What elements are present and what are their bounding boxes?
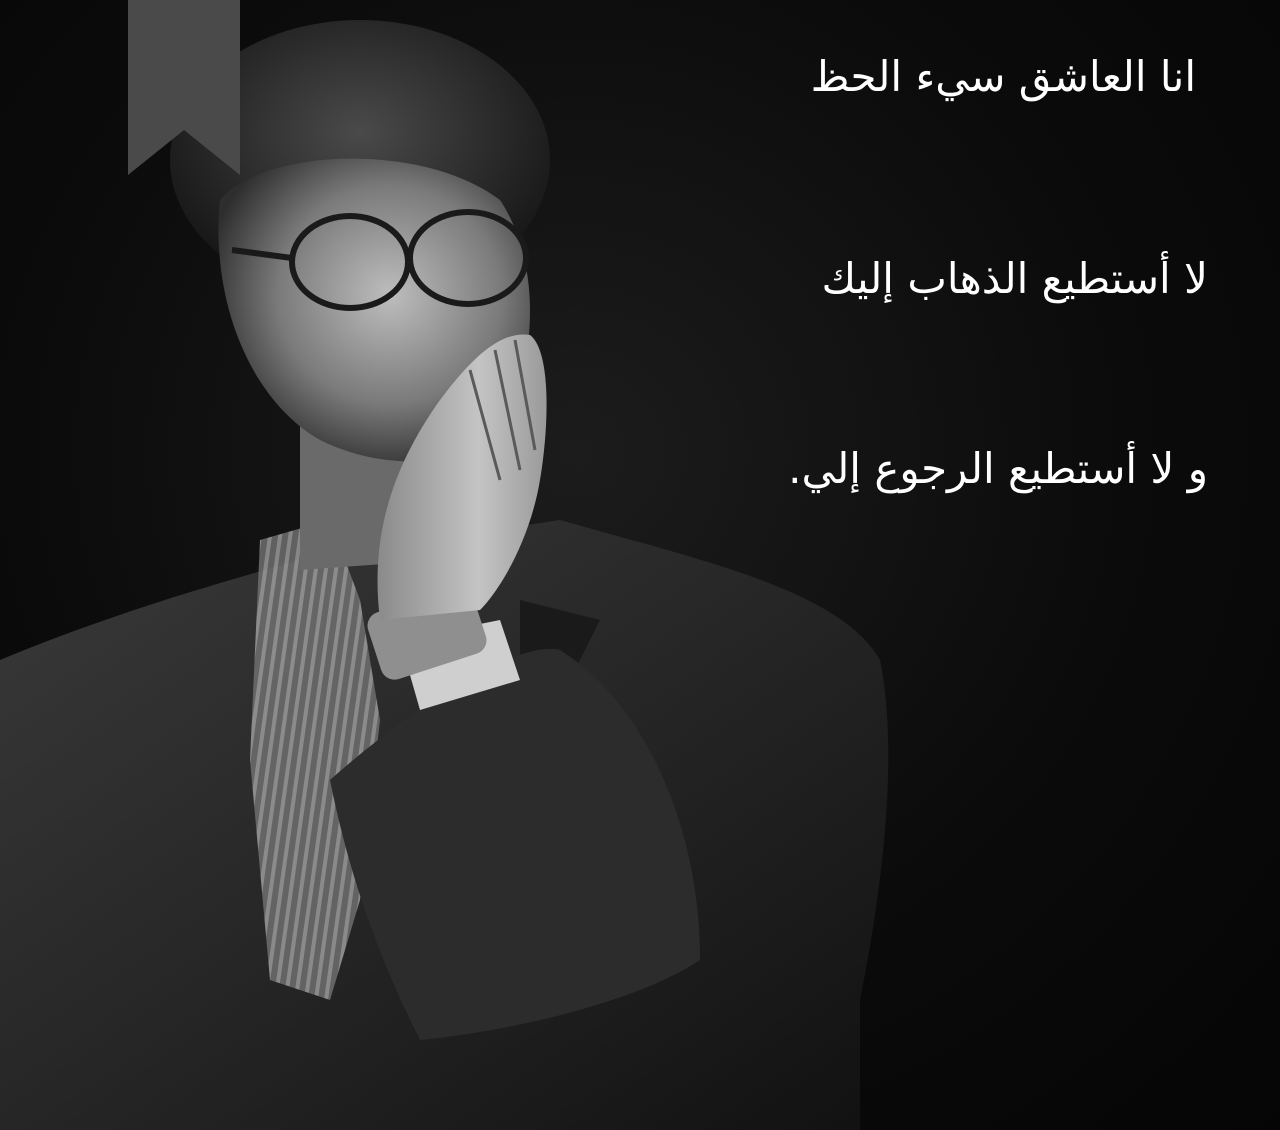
quote-line-2: لا أستطيع الذهاب إليك: [821, 254, 1208, 303]
quote-line-1: انا العاشق سيء الحظ: [810, 52, 1196, 101]
ribbon-bookmark-icon: [128, 0, 240, 175]
quote-line-3: و لا أستطيع الرجوع إلي.: [788, 444, 1208, 493]
